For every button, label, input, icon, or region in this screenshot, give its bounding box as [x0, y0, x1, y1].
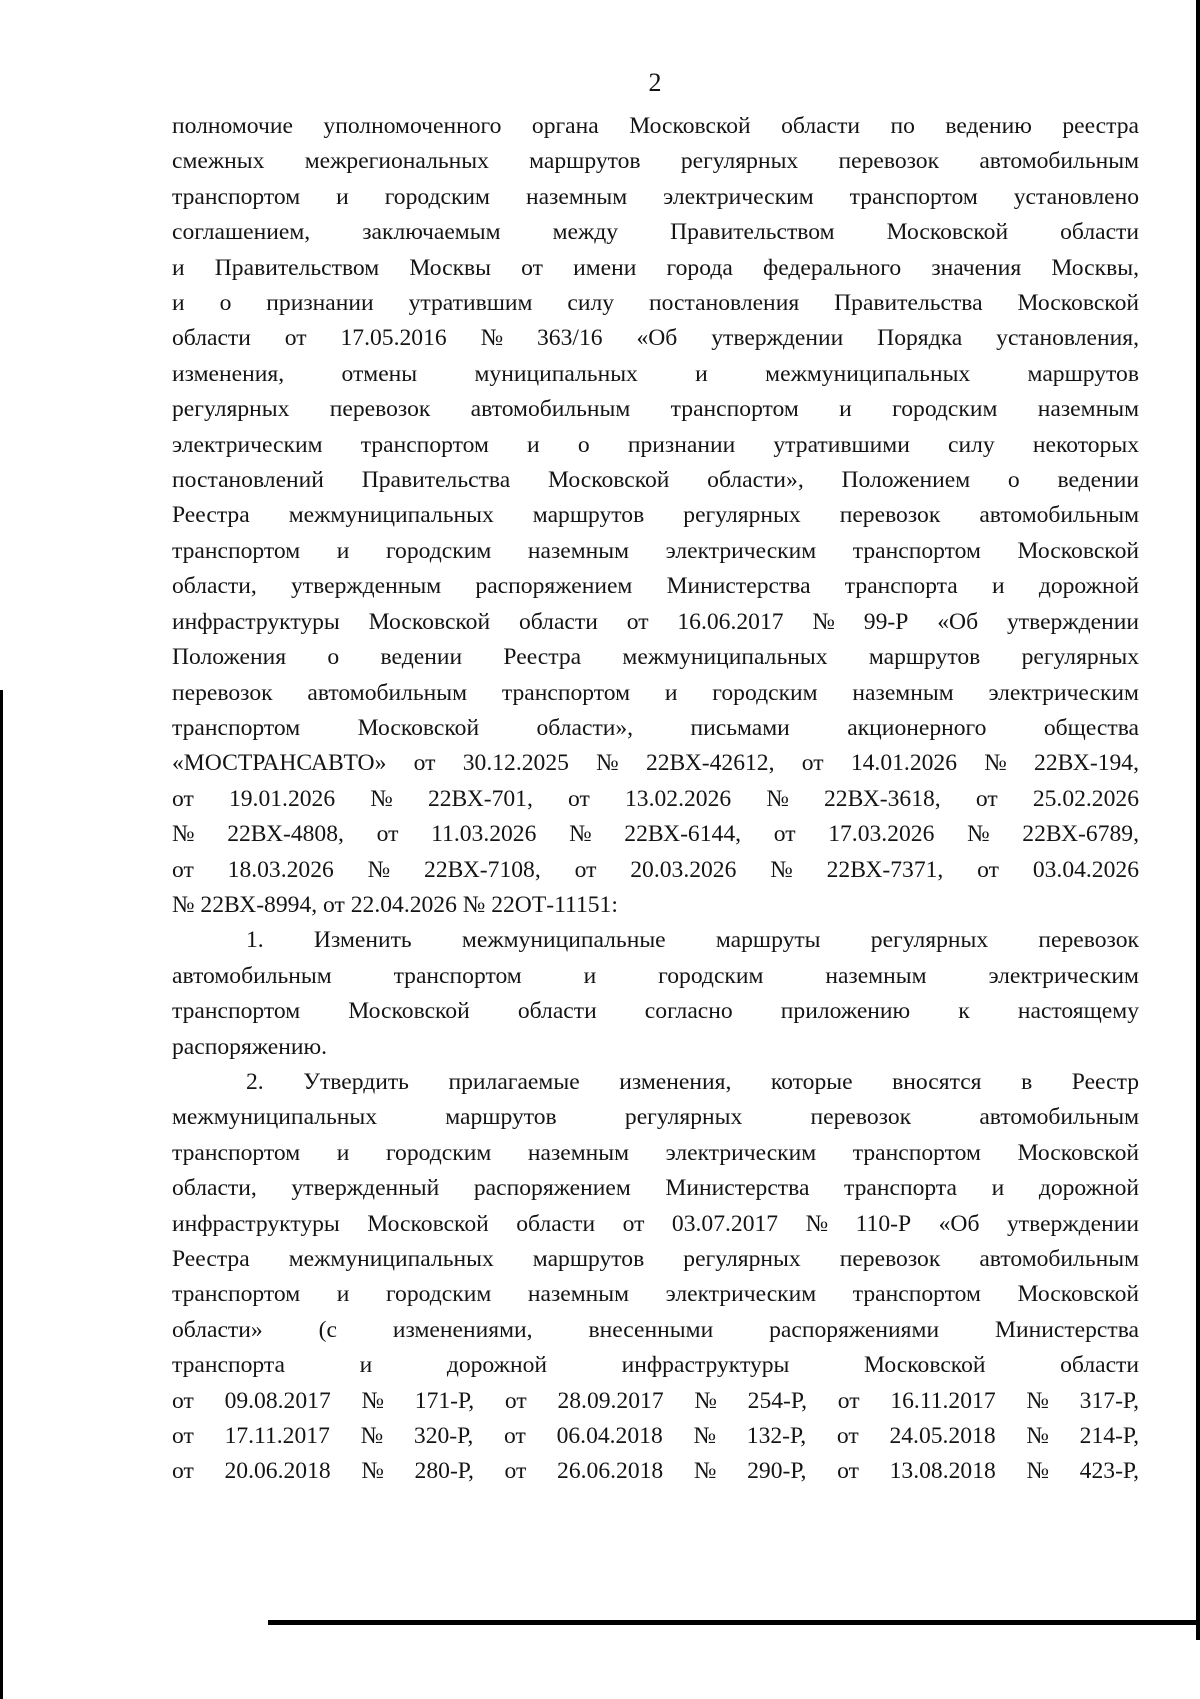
text-line: 2. Утвердить прилагаемые изменения, которые вносятся в Реестр: [246, 1068, 1139, 1095]
text-line: и о признании утратившим силу постановления Правительства Московской: [172, 290, 1139, 317]
paragraph: [172, 1065, 1139, 1490]
text-line: № 22ВХ-8994, от 22.04.2026 № 22ОТ-11151:: [172, 891, 618, 918]
text-line: электрическим транспортом и о признании утратившими силу некоторых: [172, 431, 1139, 458]
text-line: транспортом и городским наземным электрическим транспортом Московской: [172, 1139, 1139, 1166]
text-line: соглашением, заключаемым между Правительством Московской области: [172, 219, 1139, 246]
page-number: 2: [648, 68, 662, 97]
text-line: области» (с изменениями, внесенными распоряжениями Министерства: [172, 1316, 1139, 1343]
text-line: области, утвержденным распоряжением Министерства транспорта и дорожной: [172, 573, 1139, 600]
text-line: изменения, отмены муниципальных и межмуниципальных маршрутов: [172, 360, 1139, 387]
text-line: полномочие уполномоченного органа Московской области по ведению реестра: [172, 113, 1139, 139]
text-line: постановлений Правительства Московской области», Положением о ведении: [172, 467, 1139, 494]
scan-edge-left: [0, 690, 3, 1699]
text-line: инфраструктуры Московской области от 16.06.2017 № 99-Р «Об утверждении: [172, 608, 1139, 635]
text-line: смежных межрегиональных маршрутов регулярных перевозок автомобильным: [172, 148, 1139, 175]
text-line: распоряжению.: [172, 1033, 328, 1060]
text-line: 1. Изменить межмуниципальные маршруты регулярных перевозок: [246, 927, 1139, 954]
text-line: от 19.01.2026 № 22ВХ-701, от 13.02.2026 № 22ВХ-3618, от 25.02.2026: [172, 785, 1139, 812]
text-line: автомобильным транспортом и городским наземным электрическим: [172, 962, 1139, 989]
text-line: транспорта и дорожной инфраструктуры Московской области: [172, 1352, 1139, 1379]
scan-edge-bottom: [268, 1620, 1200, 1625]
text-line: транспортом и городским наземным электрическим транспортом Московской: [172, 537, 1139, 564]
text-line: регулярных перевозок автомобильным транспортом и городским наземным: [172, 396, 1139, 423]
text-line: Реестра межмуниципальных маршрутов регулярных перевозок автомобильным: [172, 1246, 1139, 1272]
text-line: инфраструктуры Московской области от 03.07.2017 № 110-Р «Об утверждении: [172, 1210, 1139, 1237]
text-line: от 17.11.2017 № 320-Р, от 06.04.2018 № 132-Р, от 24.05.2018 № 214-Р,: [172, 1423, 1139, 1450]
text-line: от 18.03.2026 № 22ВХ-7108, от 20.03.2026 № 22ВХ-7371, от 03.04.2026: [172, 856, 1139, 883]
text-line: области, утвержденный распоряжением Министерства транспорта и дорожной: [172, 1175, 1139, 1202]
text-line: транспортом и городским наземным электрическим транспортом установлено: [172, 183, 1139, 210]
text-line: от 20.06.2018 № 280-Р, от 26.06.2018 № 290-Р, от 13.08.2018 № 423-Р,: [172, 1458, 1139, 1485]
text-line: Реестра межмуниципальных маршрутов регулярных перевозок автомобильным: [172, 502, 1139, 529]
text-line: транспортом и городским наземным электрическим транспортом Московской: [172, 1281, 1139, 1308]
text-line: № 22ВХ-4808, от 11.03.2026 № 22ВХ-6144, от 17.03.2026 № 22ВХ-6789,: [172, 821, 1139, 848]
text-line: транспортом Московской области согласно приложению к настоящему: [172, 998, 1139, 1025]
document-body: [172, 109, 1139, 1490]
text-line: области от 17.05.2016 № 363/16 «Об утверждении Порядка установления,: [172, 325, 1139, 352]
scan-edge-right: [1196, 0, 1200, 1640]
text-line: «МОСТРАНСАВТО» от 30.12.2025 № 22ВХ-42612, от 14.01.2026 № 22ВХ-194,: [172, 750, 1139, 777]
text-line: и Правительством Москвы от имени города федерального значения Москвы,: [172, 254, 1139, 281]
text-line: транспортом Московской области», письмами акционерного общества: [172, 714, 1139, 741]
paragraph: [172, 923, 1139, 1065]
text-line: от 09.08.2017 № 171-Р, от 28.09.2017 № 254-Р, от 16.11.2017 № 317-Р,: [172, 1387, 1139, 1414]
text-line: перевозок автомобильным транспортом и городским наземным электрическим: [172, 679, 1139, 706]
text-line: межмуниципальных маршрутов регулярных перевозок автомобильным: [172, 1104, 1139, 1131]
text-line: Положения о ведении Реестра межмуниципальных маршрутов регулярных: [172, 644, 1139, 671]
paragraph: [172, 109, 1139, 923]
